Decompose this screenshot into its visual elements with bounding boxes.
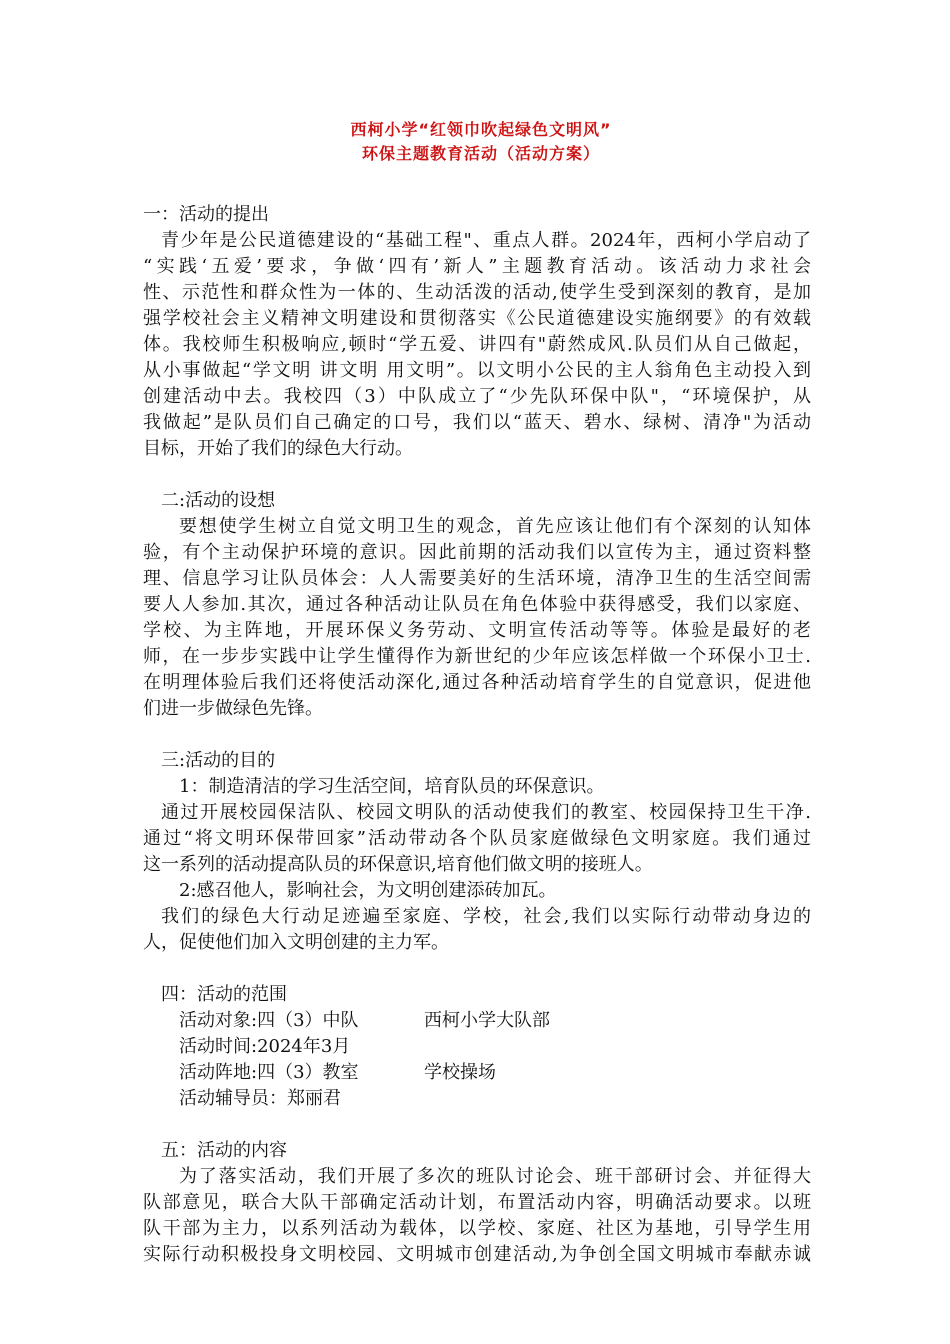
- paragraph-line: 我们的绿色大行动足迹遍至家庭、学校，社会,我们以实际行动带动身边的: [161, 906, 811, 927]
- section-heading: 三:活动的目的: [161, 750, 276, 771]
- section-heading: 五：活动的内容: [161, 1140, 287, 1161]
- scope-counselor: 活动辅导员：郑丽君: [179, 1088, 341, 1109]
- paragraph-line: 验，有个主动保护环境的意识。因此前期的活动我们以宣传为主，通过资料整: [143, 542, 811, 563]
- paragraph-line: 创建活动中去。我校四（3）中队成立了“少先队环保中队"，“环境保护，从: [143, 386, 811, 407]
- paragraph-line: 这一系列的活动提高队员的环保意识,培育他们做文明的接班人。: [143, 854, 653, 875]
- paragraph-line: 强学校社会主义精神文明建设和贯彻落实《公民道德建设实施纲要》的有效载: [143, 308, 811, 329]
- spacer: [143, 1112, 811, 1138]
- section-heading: 四：活动的范围: [161, 984, 287, 1005]
- title-line-2: 环保主题教育活动（活动方案）: [361, 144, 600, 163]
- paragraph-line: 体。我校师生积极响应,顿时“学五爱、讲四有"蔚然成风.队员们从自己做起，: [143, 334, 811, 355]
- paragraph-line: 性、示范性和群众性为一体的、生动活泼的活动,使学生受到深刻的教育，是加: [143, 282, 811, 303]
- goal-point-2: 2:感召他人，影响社会，为文明创建添砖加瓦。: [179, 880, 557, 901]
- section-5: [143, 1138, 811, 1268]
- paragraph-line: 要人人参加.其次，通过各种活动让队员在角色体验中获得感受，我们以家庭、: [143, 594, 811, 615]
- section-4: [143, 982, 811, 1112]
- paragraph-line: 为了落实活动，我们开展了多次的班队讨论会、班干部研讨会、并征得大: [179, 1166, 811, 1187]
- document-page: [143, 118, 811, 1268]
- paragraph-line: 实际行动积极投身文明校园、文明城市创建活动,为争创全国文明城市奉献赤诚: [143, 1244, 811, 1265]
- paragraph-line: 通过“将文明环保带回家”活动带动各个队员家庭做绿色文明家庭。我们通过: [143, 828, 811, 849]
- section-3: [143, 748, 811, 956]
- paragraph-line: 目标，开始了我们的绿色大行动。: [143, 438, 413, 459]
- paragraph-line: 人，促使他们加入文明创建的主力军。: [143, 932, 449, 953]
- scope-target-org: 西柯小学大队部: [424, 1010, 550, 1031]
- paragraph-line: 学校、为主阵地，开展环保义务劳动、文明宣传活动等等。体验是最好的老: [143, 620, 811, 641]
- paragraph-line: 们进一步做绿色先锋。: [143, 698, 323, 719]
- title-line-1: 西柯小学“红领巾吹起绿色文明风”: [350, 120, 612, 139]
- scope-venue: 活动阵地:四（3）教室: [179, 1062, 359, 1083]
- scope-time: 活动时间:2024年3月: [179, 1036, 351, 1057]
- scope-venue-2: 学校操场: [424, 1062, 496, 1083]
- section-1: [143, 202, 811, 462]
- spacer: [143, 462, 811, 488]
- section-heading: 二:活动的设想: [161, 490, 276, 511]
- section-heading: 一：活动的提出: [143, 204, 269, 225]
- paragraph-line: 要想使学生树立自觉文明卫生的观念，首先应该让他们有个深刻的认知体: [179, 516, 811, 537]
- paragraph-line: 师，在一步步实践中让学生懂得作为新世纪的少年应该怎样做一个环保小卫士.: [143, 646, 811, 667]
- paragraph-line: “实践‘五爱’要求，争做‘四有’新人”主题教育活动。该活动力求社会: [143, 256, 811, 277]
- title-block: [151, 118, 811, 166]
- paragraph-line: 理、信息学习让队员体会：人人需要美好的生活环境，清净卫生的生活空间需: [143, 568, 811, 589]
- paragraph-line: 队干部为主力，以系列活动为载体，以学校、家庭、社区为基地，引导学生用: [143, 1218, 811, 1239]
- scope-target: 活动对象:四（3）中队: [179, 1010, 359, 1031]
- scope-venue-row: [143, 1060, 811, 1086]
- section-2: [143, 488, 811, 722]
- goal-point-1: 1：制造清洁的学习生活空间，培育队员的环保意识。: [179, 776, 605, 797]
- paragraph-line: 通过开展校园保洁队、校园文明队的活动使我们的教室、校园保持卫生干净.: [161, 802, 811, 823]
- spacer: [143, 722, 811, 748]
- scope-target-row: [143, 1008, 811, 1034]
- paragraph-line: 青少年是公民道德建设的“基础工程"、重点人群。2024年，西柯小学启动了: [161, 230, 811, 251]
- paragraph-line: 在明理体验后我们还将使活动深化,通过各种活动培育学生的自觉意识，促进他: [143, 672, 811, 693]
- paragraph-line: 从小事做起“学文明 讲文明 用文明”。以文明小公民的主人翁角色主动投入到: [143, 360, 811, 381]
- spacer: [143, 956, 811, 982]
- paragraph-line: 队部意见，联合大队干部确定活动计划，布置活动内容，明确活动要求。以班: [143, 1192, 811, 1213]
- paragraph-line: 我做起”是队员们自己确定的口号，我们以“蓝天、碧水、绿树、清净"为活动: [143, 412, 811, 433]
